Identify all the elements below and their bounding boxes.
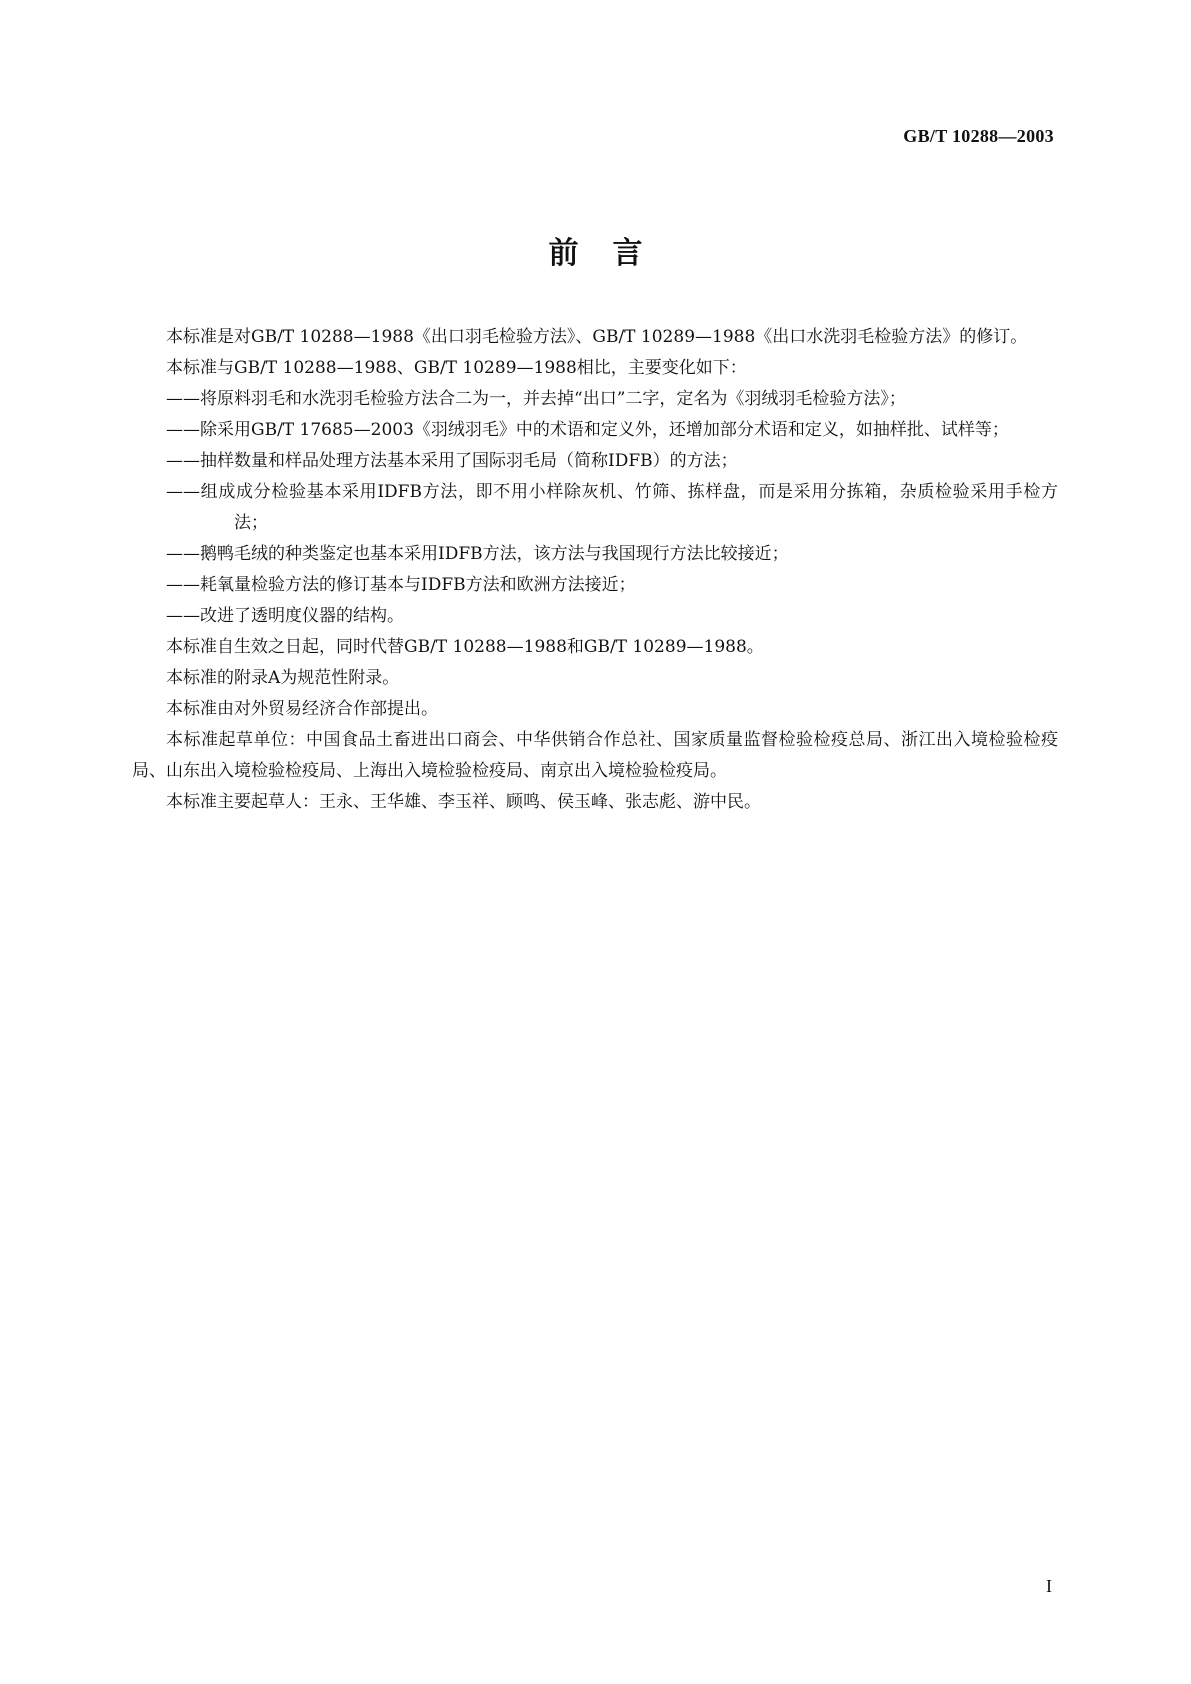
change-item-sampling: ——抽样数量和样品处理方法基本采用了国际羽毛局（简称IDFB）的方法；: [166, 451, 738, 471]
standard-number: GB/T 10288—2003: [903, 126, 1054, 146]
page-title: 前言: [548, 236, 677, 271]
paragraph-annex: 本标准的附录A为规范性附录。: [166, 668, 400, 688]
paragraph-drafting-units: 本标准起草单位：中国食品土畜进出口商会、中华供销合作总社、国家质量监督检验检疫总局、浙江出入境检验检疫局、山东出入境检验检疫局、上海出入境检验检疫局、南京出入境检验检疫局。: [132, 730, 1058, 781]
change-item-species-identification: ——鹅鸭毛绒的种类鉴定也基本采用IDFB方法，该方法与我国现行方法比较接近；: [166, 544, 789, 564]
change-item-turbidity-instrument: ——改进了透明度仪器的结构。: [166, 606, 404, 626]
paragraph-proposer: 本标准由对外贸易经济合作部提出。: [166, 699, 438, 719]
paragraph-replaces: 本标准自生效之日起，同时代替GB/T 10288—1988和GB/T 10289—1988。: [166, 637, 764, 657]
page-number: I: [1046, 1576, 1052, 1596]
change-item-terms-definitions: ——除采用GB/T 17685—2003《羽绒羽毛》中的术语和定义外，还增加部分术语和定义，如抽样批、试样等；: [166, 420, 1009, 440]
change-item-composition-test: ——组成成分检验基本采用IDFB方法，即不用小样除灰机、竹筛、拣样盘，而是采用分拣箱，杂质检验采用手检方法；: [166, 482, 1058, 533]
paragraph-drafters: 本标准主要起草人：王永、王华雄、李玉祥、顾鸣、侯玉峰、张志彪、游中民。: [166, 792, 761, 812]
change-item-oxygen-number: ——耗氧量检验方法的修订基本与IDFB方法和欧洲方法接近；: [166, 575, 636, 595]
change-item-merge-methods: ——将原料羽毛和水洗羽毛检验方法合二为一，并去掉“出口”二字，定名为《羽绒羽毛检验方法》；: [166, 389, 906, 409]
foreword-body: [132, 322, 1058, 818]
paragraph-main-changes-intro: 本标准与GB/T 10288—1988、GB/T 10289—1988相比，主要变化如下：: [166, 358, 747, 378]
paragraph-revision-scope: 本标准是对GB/T 10288—1988《出口羽毛检验方法》、GB/T 10289—1988《出口水洗羽毛检验方法》的修订。: [166, 327, 1028, 347]
